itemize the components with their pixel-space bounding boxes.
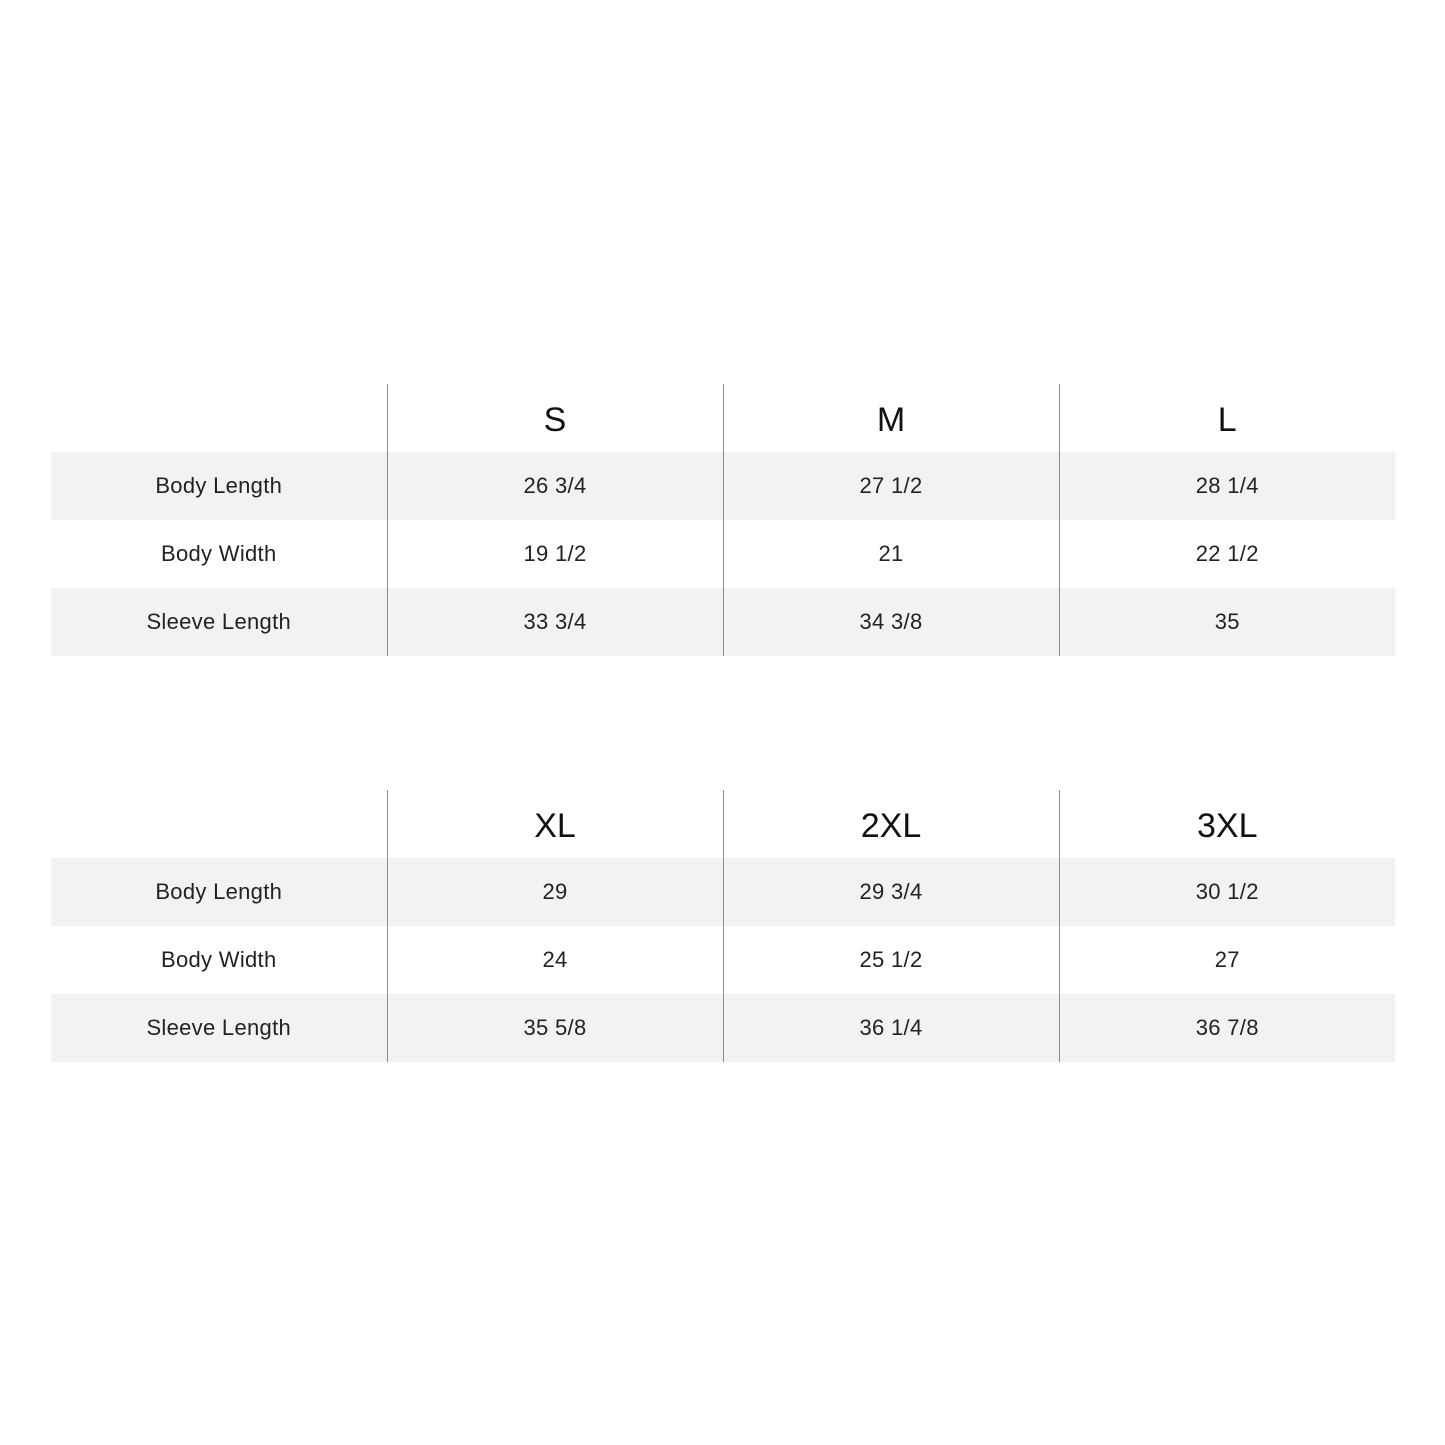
measurement-value: 26 3/4 [387,452,723,520]
measurement-value: 29 [387,858,723,926]
size-header: L [1059,384,1395,452]
size-chart-table-2 [51,790,1395,1062]
size-header: M [723,384,1059,452]
size-header: 3XL [1059,790,1395,858]
header-empty-cell [51,384,387,452]
table-row [51,520,1395,588]
measurement-value: 24 [387,926,723,994]
size-header: XL [387,790,723,858]
measurement-value: 27 [1059,926,1395,994]
measurement-value: 21 [723,520,1059,588]
size-header-row [51,790,1395,858]
measurement-value: 22 1/2 [1059,520,1395,588]
table-row [51,926,1395,994]
table-row [51,588,1395,656]
measurement-label: Body Width [161,541,277,566]
measurement-label: Body Length [51,452,387,520]
measurement-label: Sleeve Length [51,588,387,656]
header-empty-cell [51,790,387,858]
measurement-value: 34 3/8 [723,588,1059,656]
size-header: 2XL [723,790,1059,858]
measurement-value: 35 [1059,588,1395,656]
table-row [51,994,1395,1062]
measurement-label: Body Length [51,858,387,926]
measurement-value: 19 1/2 [387,520,723,588]
measurement-label: Sleeve Length [51,994,387,1062]
measurement-value: 33 3/4 [387,588,723,656]
measurement-value: 28 1/4 [1059,452,1395,520]
size-header: S [387,384,723,452]
size-chart-table-1 [51,384,1395,656]
measurement-value: 29 3/4 [723,858,1059,926]
measurement-value: 27 1/2 [723,452,1059,520]
measurement-value: 36 7/8 [1059,994,1395,1062]
measurement-value: 25 1/2 [723,926,1059,994]
measurement-value: 30 1/2 [1059,858,1395,926]
size-header-row [51,384,1395,452]
table-row [51,452,1395,520]
measurement-value: 36 1/4 [723,994,1059,1062]
measurement-value: 35 5/8 [387,994,723,1062]
table-row [51,858,1395,926]
measurement-label: Body Width [161,947,277,972]
